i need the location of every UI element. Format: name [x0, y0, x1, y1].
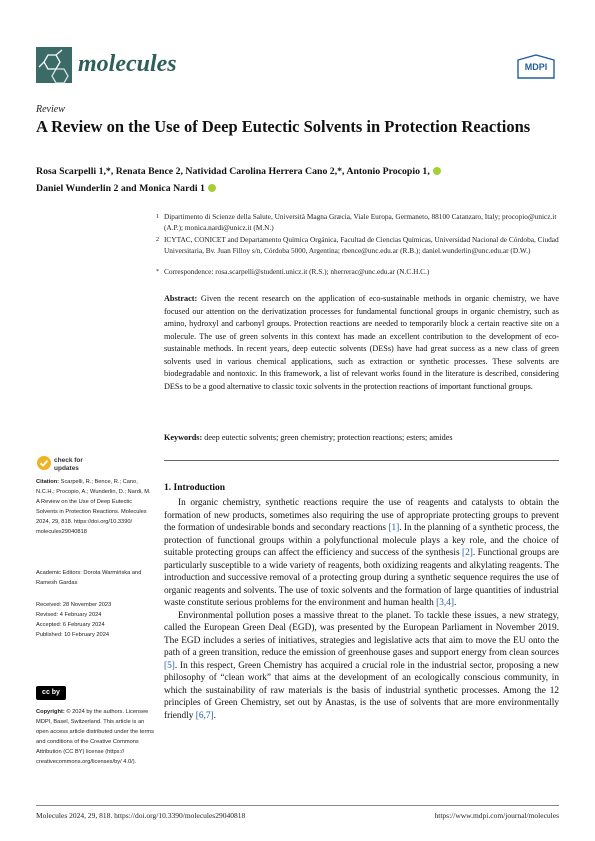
publisher-name: MDPI — [524, 62, 548, 72]
footer-journal-url[interactable]: https://www.mdpi.com/journal/molecules — [434, 811, 559, 820]
journal-name: molecules — [78, 51, 177, 77]
article-type: Review — [36, 104, 65, 115]
abstract-label: Abstract: — [164, 294, 198, 303]
keywords-label: Keywords: — [164, 433, 203, 442]
author-list — [36, 163, 566, 197]
date-revised: Revised: 4 February 2024 — [36, 611, 102, 618]
orcid-icon[interactable] — [433, 167, 441, 175]
divider — [164, 460, 559, 461]
affiliation-2 — [156, 235, 559, 256]
publication-dates — [36, 601, 154, 641]
correspondence — [156, 267, 559, 278]
citation-link[interactable]: [2] — [462, 548, 473, 558]
check-for-updates-icon[interactable] — [36, 455, 52, 471]
affiliation-mark: 1 — [156, 214, 159, 220]
date-published: Published: 10 February 2024 — [36, 631, 110, 638]
footer-divider — [36, 805, 559, 806]
affiliation-mark: 2 — [156, 237, 159, 243]
check-updates-line1: check for — [54, 457, 83, 464]
affiliation-1 — [156, 212, 559, 233]
affiliation-mark: * — [156, 269, 159, 275]
section-heading: 1. Introduction — [164, 483, 226, 493]
date-accepted: Accepted: 6 February 2024 — [36, 621, 105, 628]
paragraph-2: Environmental pollution poses a massive threat to the planet. To tackle these issues, a new strategy, called the European Green Deal (EGD), was presented by the European Parliament in November 2019. The EGD includes a series of initiatives, strategies and legislative acts that aim to move the EU onto the path of a green transition, reduce the emission of greenhouse gases and support energy from clean sources [5]. In this respect, Green Chemistry has acquired a crucial role in the industrial sector, proposing a new philosophy of “clean work” that aims at the development of an ecologically conscious community, in which the sustainability of raw materials is the basis of industrial synthetic processes. Among the 12 principles of Green Chemistry, set out by Anastas, is the use of solvents that are more environmentally friendly [6,7]. — [164, 610, 559, 721]
citation-label: Citation: — [36, 479, 60, 485]
affiliation-text: Dipartimento di Scienze della Salute, Università Magna Græcia, Viale Europa, Germaneto, 88100 Catanzaro, Italy; procopio@unicz.it (A.P.); monica.nardi@unicz.it (M.N.) — [164, 212, 557, 232]
date-received: Received: 28 November 2023 — [36, 602, 112, 608]
journal-logo — [36, 47, 72, 83]
citation-link[interactable]: [5] — [164, 660, 175, 671]
citation-text: Scarpelli, R.; Bence, R.; Cano, N.C.H.; Procopio, A.; Wunderlin, D.; Nardi, M. A Review on the Use of Deep Eutectic Solvents in Protection Reactions. Molecules 2024, 29, 818. https://doi.org/10.3390/ molecules29040818 — [36, 479, 151, 535]
copyright-block — [36, 708, 154, 767]
check-updates-line2: updates — [54, 465, 79, 472]
cc-by-license-badge[interactable] — [36, 686, 66, 700]
footer-citation: Molecules 2024, 29, 818. https://doi.org/10.3390/molecules29040818 — [36, 811, 246, 820]
check-for-updates-button[interactable] — [54, 457, 83, 473]
affiliation-text: ICYTAC, CONICET and Departamento Química Orgánica, Facultad de Ciencias Químicas, Universidad Nacional de Córdoba, Ciudad Universitaria, Bv. Juan Filloy s/n, Córdoba 5000, Argentina; rbence@unc.edu.ar (R.B.); daniel.wunderlin@unc.edu.ar (D.W.) — [164, 235, 559, 255]
orcid-icon[interactable] — [208, 184, 216, 192]
license-badge-text: cc by — [42, 689, 60, 696]
copyright-text: © 2024 by the authors. Licensee MDPI, Basel, Switzerland. This article is an open access article distributed under the terms and conditions of the Creative Commons Attribution (CC BY) license (https:// creativecommons.org/licenses/by/ 4.0/). — [36, 709, 154, 765]
citation-link[interactable]: [1] — [388, 523, 400, 533]
body-text — [164, 497, 559, 722]
citation-block — [36, 478, 154, 537]
citation-link[interactable]: [6,7] — [195, 710, 214, 721]
affiliation-text: Correspondence: rosa.scarpelli@studenti.unicz.it (R.S.); nherrerac@unc.edu.ar (N.C.H.C.) — [164, 267, 430, 276]
abstract — [164, 293, 559, 393]
keywords-text: deep eutectic solvents; green chemistry; protection reactions; esters; amides — [204, 433, 453, 442]
abstract-text: Given the recent research on the application of eco-sustainable methods in organic chemistry, we have focused our attention on the derivatization processes for fundamental functional groups in organic chemistry, such as amino, hydroxyl and carbonyl groups. Protection reactions are needed to temporarily block a certain reactive site on a molecule. The use of green solvents in this context has made an excellent contribution to the development of eco-sustainable methods. In recent years, deep eutectic solvents (DESs) have had great success as a new class of green solvents used in various chemical applications, such as extraction or synthetic processes. These solvents are biodegradable and nontoxic. In this framework, a list of relevant works found in the literature is described, considering DESs to be a good alternative to classic toxic solvents in the protection reactions of important functional groups. — [164, 294, 560, 391]
authors-line-2: Daniel Wunderlin 2 and Monica Nardi 1 — [36, 183, 205, 194]
academic-editors: Academic Editors: Dorota Warmińska and Ramesh Gardas — [36, 570, 142, 586]
authors-line-1: Rosa Scarpelli 1,*, Renata Bence 2, Natividad Carolina Herrera Cano 2,*, Antonio Procopio 1, — [36, 166, 430, 177]
article-title: A Review on the Use of Deep Eutectic Solvents in Protection Reactions — [36, 117, 531, 136]
citation-link[interactable]: [3,4] — [436, 598, 454, 608]
copyright-label: Copyright: — [36, 709, 65, 715]
keywords — [164, 433, 559, 442]
paragraph-1: In organic chemistry, synthetic reactions require the use of reagents and catalysts to obtain the formation of new products, sometimes also requiring the use of appropriate protecting groups to prevent the formation of undesirable bonds and secondary reactions [1]. In the planning of a synthetic process, the protection of functional groups within a polyfunctional molecule plays a key role, and the choice of suitable protecting groups can affect the efficiency and success of the synthesis [2]. Functional groups are particularly susceptible to a wide variety of reagents, both oxidizing reagents and alkylating reagents. The introduction and successive removal of a protecting group during a synthetic sequence requires the use of organic reagents and solvents. The use of toxic solvents and the formation of large quantities of industrial waste constitute serious problems for the environment and human health [3,4]. — [164, 498, 559, 608]
